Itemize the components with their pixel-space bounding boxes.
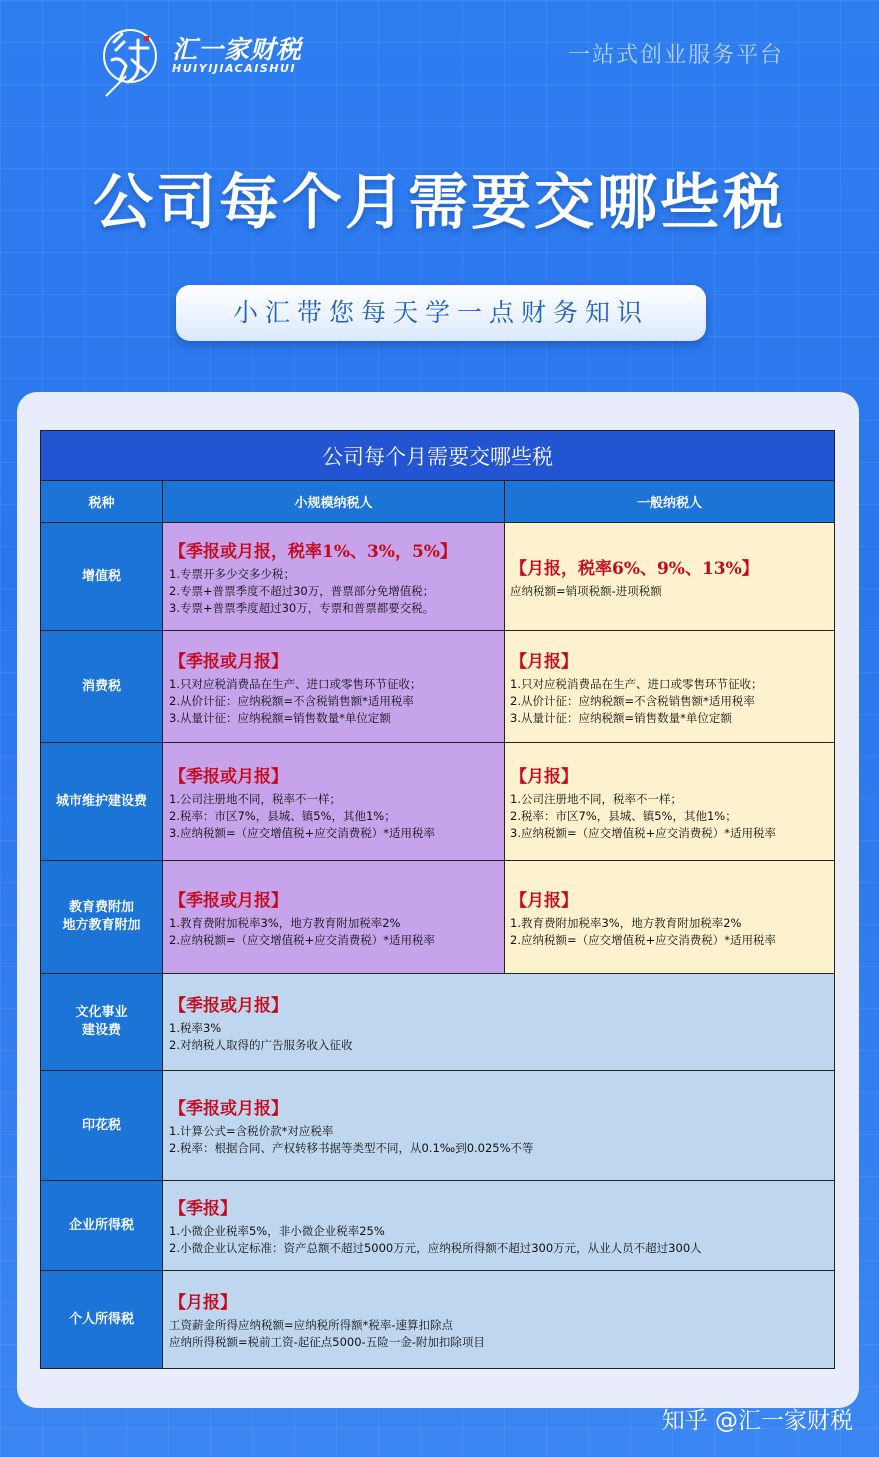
small-scale-cell [163,743,505,861]
table-row [41,974,835,1071]
cell-line: 3.从量计征：应纳税额=销售数量*单位定额 [169,710,391,725]
cell-line: 2.税率：根据合同、产权转移书据等类型不同，从0.1‰到0.025%不等 [169,1141,534,1155]
header-tax-type: 税种 [41,481,163,523]
report-frequency: 【季报或月报，税率1%、3%，5%】 [169,541,457,562]
report-frequency: 【月报】 [510,651,578,672]
small-scale-cell [163,861,505,974]
report-frequency: 【季报】 [169,1199,237,1219]
table-row [41,631,835,743]
tax-type-cell [41,861,163,974]
tax-type-cell: 增值税 [41,523,163,631]
general-cell [505,743,835,861]
table-row [41,1271,835,1369]
cell-line: 1.教育费附加税率3%，地方教育附加税率2% [169,915,401,930]
subtitle-banner: 小汇带您每天学一点财务知识 [176,285,706,341]
tax-type-cell: 城市维护建设费 [41,743,163,861]
tax-type-line: 文化事业 [75,1005,128,1020]
cell-line: 2.小微企业认定标准：资产总额不超过5000万元，应纳税所得额不超过300万元，从业人员不超过300人 [169,1241,702,1255]
cell-line: 3.从量计征：应纳税额=销售数量*单位定额 [510,710,732,725]
cell-line: 2.应纳税额=（应交增值税+应交消费税）*适用税率 [510,932,776,947]
table-row [41,1071,835,1181]
shared-cell [163,1071,835,1181]
general-cell [505,631,835,743]
report-frequency: 【月报】 [169,1293,237,1313]
cell-line: 2.对纳税人取得的广告服务收入征收 [169,1037,353,1052]
cell-line: 2.从价计征：应纳税额=不含税销售额*适用税率 [510,693,755,708]
tax-type-cell: 企业所得税 [41,1181,163,1271]
tax-type-line: 建设费 [81,1023,121,1038]
cell-line: 工资薪金所得应纳税额=应纳税所得额*税率-速算扣除点 [169,1318,454,1332]
small-scale-cell [163,523,505,631]
cell-line: 3.应纳税额=（应交增值税+应交消费税）*适用税率 [169,825,435,840]
table-title: 公司每个月需要交哪些税 [41,431,835,481]
report-frequency: 【月报】 [510,890,578,911]
cell-line: 应纳税额=销项税额-进项税额 [510,583,662,598]
cell-line: 2.税率：市区7%，县城、镇5%，其他1%； [169,808,396,823]
shared-cell [163,974,835,1071]
table-row [41,743,835,861]
tax-type-cell: 个人所得税 [41,1271,163,1369]
tax-type-line: 地方教育附加 [62,918,141,933]
report-frequency: 【月报】 [510,766,578,787]
cell-line: 2.税率：市区7%，县城、镇5%，其他1%； [510,808,737,823]
cell-line: 1.小微企业税率5%，非小微企业税率25% [169,1224,385,1238]
cell-line: 2.专票+普票季度不超过30万，普票部分免增值税； [169,583,435,598]
cell-line: 1.只对应税消费品在生产、进口或零售环节征收； [510,676,763,691]
zhihu-watermark: 知乎 @汇一家财税 [661,1408,853,1434]
tax-type-cell [41,974,163,1071]
cell-line: 1.公司注册地不同，税率不一样； [169,791,341,806]
cell-line: 1.专票开多少交多少税； [169,566,295,581]
cell-line: 2.应纳税额=（应交增值税+应交消费税）*适用税率 [169,932,435,947]
page-title: 公司每个月需要交哪些税 [93,168,786,238]
tax-type-cell: 印花税 [41,1071,163,1181]
tax-table [40,430,835,1369]
report-frequency: 【月报，税率6%、9%、13%】 [510,558,759,579]
report-frequency: 【季报或月报】 [169,890,288,911]
cell-line: 1.只对应税消费品在生产、进口或零售环节征收； [169,676,422,691]
table-row [41,523,835,631]
cell-line: 1.教育费附加税率3%，地方教育附加税率2% [510,915,742,930]
general-cell [505,861,835,974]
brand-name-en: HUIYIJIACAISHUI [172,62,296,75]
report-frequency: 【季报或月报】 [169,1099,288,1119]
report-frequency: 【季报或月报】 [169,766,288,787]
brand-logo-icon [100,20,160,100]
slogan: 一站式创业服务平台 [568,43,785,68]
cell-line: 应纳所得税额=税前工资-起征点5000-五险一金-附加扣除项目 [169,1335,485,1349]
shared-cell [163,1181,835,1271]
shared-cell [163,1271,835,1369]
report-frequency: 【季报或月报】 [169,995,288,1016]
table-row [41,1181,835,1271]
header-small-scale: 小规模纳税人 [163,481,505,523]
report-frequency: 【季报或月报】 [169,651,288,672]
general-cell [505,523,835,631]
cell-line: 1.计算公式=含税价款*对应税率 [169,1124,334,1138]
cell-line: 2.从价计征：应纳税额=不含税销售额*适用税率 [169,693,414,708]
tax-type-line: 教育费附加 [68,900,134,915]
table-row [41,861,835,974]
small-scale-cell [163,631,505,743]
brand-name: 汇一家财税 [172,35,303,64]
cell-line: 3.专票+普票季度超过30万，专票和普票都要交税。 [169,600,435,615]
cell-line: 1.税率3% [169,1020,222,1035]
header-general: 一般纳税人 [505,481,835,523]
cell-line: 3.应纳税额=（应交增值税+应交消费税）*适用税率 [510,825,776,840]
tax-type-cell: 消费税 [41,631,163,743]
cell-line: 1.公司注册地不同，税率不一样； [510,791,682,806]
